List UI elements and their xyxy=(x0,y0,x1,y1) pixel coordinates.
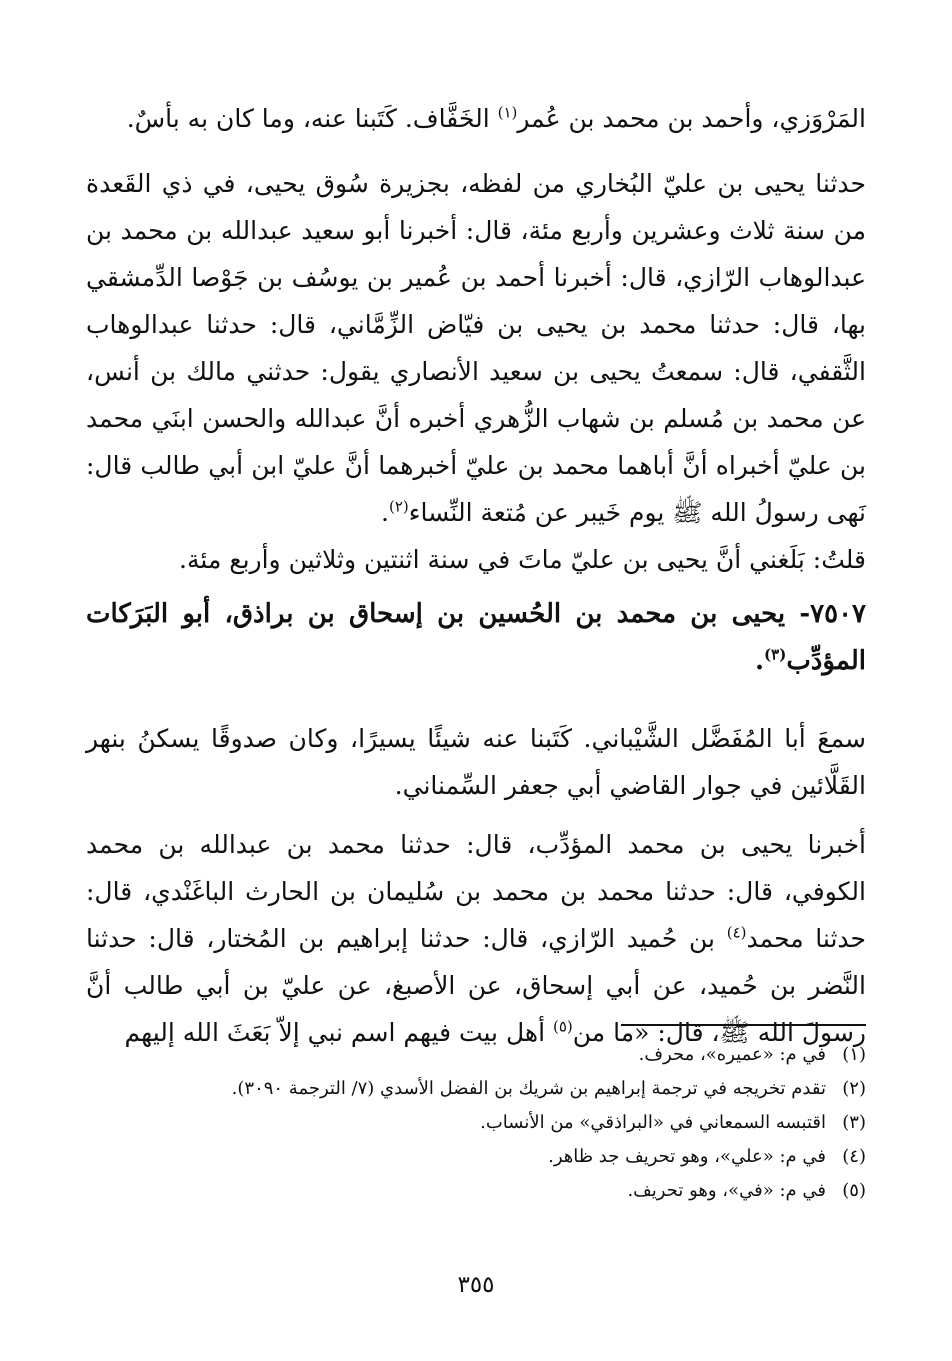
entry-paragraph-1: سمعَ أبا المُفَضَّل الشَّيْباني. كَتَبنا عنه شيئًا يسيرًا، وكان صدوقًا يسكنُ بنهر القَلَّائين في جوار القاضي أبي جعفر السِّمناني. xyxy=(86,724,866,800)
footnote-number: (٥) xyxy=(842,1180,866,1201)
paragraph-2 xyxy=(86,160,866,536)
entry-paragraph-2-part1: أخبرنا يحيى بن محمد المؤدِّب، قال: حدثنا محمد بن عبدالله بن محمد الكوفي، قال: حدثنا محمد بن محمد بن سُليمان بن الحارث الباغَنْدي، قال: حدثنا محمد xyxy=(86,830,866,953)
footnote-5 xyxy=(166,1174,866,1208)
paragraph-1-tail: الخَفَّاف. كَتَبنا عنه، وما كان به بأسٌ. xyxy=(126,104,498,133)
entry-heading xyxy=(86,591,866,685)
paragraph-2-tail: . xyxy=(381,498,389,527)
entry-paragraph-2-part3: أهل بيت فيهم اسم نبي إلاّ بَعَثَ الله إليهم xyxy=(124,1018,553,1047)
main-text xyxy=(86,95,866,1056)
footnote-ref-3: (٣) xyxy=(764,645,787,664)
entry-paragraph-2-part2: بن حُميد الرّازي، قال: حدثنا إبراهيم بن المُختار، قال: حدثنا النَّضر بن حُميد، عن أبي إسحاق، عن الأصبغ، عن عليّ بن أبي طالب أنَّ رسولَ الله ﷺ، قال: «ما من xyxy=(86,924,866,1047)
entry-heading-tail: . xyxy=(754,646,765,676)
footnote-ref-4: (٤) xyxy=(726,923,747,942)
footnote-ref-5: (٥) xyxy=(552,1017,573,1036)
footnote-text: تقدم تخريجه في ترجمة إبراهيم بن شريك بن الفضل الأسدي (٧/ الترجمة ٣٠٩٠). xyxy=(231,1078,826,1099)
footnote-ref-2: (٢) xyxy=(388,497,409,516)
footnote-number: (٢) xyxy=(842,1078,866,1099)
footnote-number: (٤) xyxy=(842,1146,866,1167)
footnote-number: (٣) xyxy=(842,1112,866,1133)
footnote-2 xyxy=(166,1072,866,1106)
paragraph-1 xyxy=(86,95,866,142)
footnote-3 xyxy=(166,1106,866,1140)
footnote-1 xyxy=(166,1038,866,1072)
footnote-text: في م: «علي»، وهو تحريف جد ظاهر. xyxy=(548,1146,826,1167)
paragraph-3: قلتُ: بَلَغني أنَّ يحيى بن عليّ ماتَ في سنة اثنتين وثلاثين وأربع مئة. xyxy=(179,545,866,574)
page-number: ٣٥٥ xyxy=(457,1272,495,1298)
footnotes xyxy=(166,1038,866,1208)
footnote-number: (١) xyxy=(842,1044,866,1065)
footnote-text: في م: «في»، وهو تحريف. xyxy=(627,1180,826,1201)
footnote-4 xyxy=(166,1140,866,1174)
entry-paragraph-2 xyxy=(86,821,866,1056)
footnote-ref-1: (١) xyxy=(497,103,518,122)
entry-heading-text: ٧٥٠٧- يحيى بن محمد بن الحُسين بن إسحاق بن براذق، أبو البَرَكات المؤدِّب xyxy=(86,599,866,676)
paragraph-2-text: حدثنا يحيى بن عليّ البُخاري من لفظه، بجزيرة سُوق يحيى، في ذي القَعدة من سنة ثلاث وعشرين وأربع مئة، قال: أخبرنا أبو سعيد عبدالله بن محمد بن عبدالوهاب الرّازي، قال: أخبرنا أحمد بن عُمير بن يوسُف بن جَوْصا الدِّمشقي بها، قال: حدثنا محمد بن يحيى بن فيّاض الزِّمَّاني، قال: حدثنا عبدالوهاب الثَّقفي، قال: سمعتُ يحيى بن سعيد الأنصاري يقول: حدثني مالك بن أنس، عن محمد بن مُسلم بن شهاب الزُّهري أخبره أنَّ عبدالله والحسن ابنَي محمد بن عليّ أخبراه أنَّ أباهما محمد بن عليّ أخبرهما أنَّ عليّ ابن أبي طالب قال: نَهى رسولُ الله ﷺ يوم خَيبر عن مُتعة النِّساء xyxy=(86,169,866,527)
footnote-text: اقتبسه السمعاني في «البراذقي» من الأنساب. xyxy=(480,1112,826,1133)
footnote-divider xyxy=(621,1024,866,1026)
footnote-text: في م: «عميره»، محرف. xyxy=(638,1044,826,1065)
paragraph-1-text: المَرْوَزي، وأحمد بن محمد بن عُمر xyxy=(517,104,866,133)
